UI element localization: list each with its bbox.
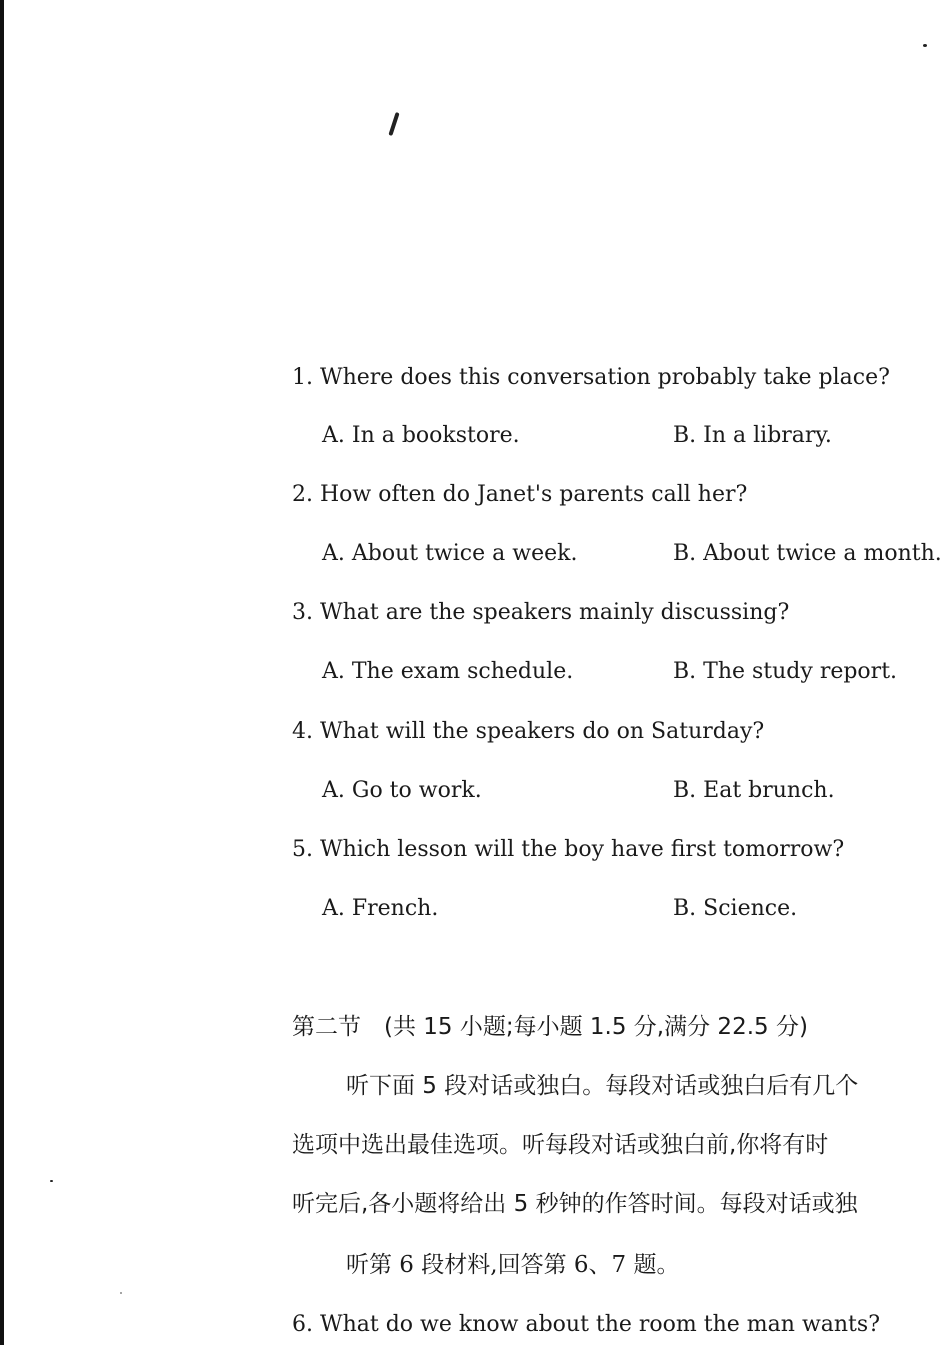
question-4-option-b: B. Eat brunch.: [673, 778, 835, 803]
question-2-prompt: 2. How often do Janet's parents call her?: [292, 482, 748, 507]
question-3-prompt: 3. What are the speakers mainly discussing?: [292, 600, 790, 625]
question-5-option-a: A. French.: [322, 896, 439, 921]
scan-speck-bottom-left: [120, 1292, 122, 1294]
question-4-option-a: A. Go to work.: [322, 778, 482, 803]
question-6-prompt: 6. What do we know about the room the man wants?: [292, 1312, 880, 1337]
material-6-note: 听第 6 段材料,回答第 6、7 题。: [346, 1252, 680, 1278]
section-two-instruction-line-1: 听下面 5 段对话或独白。每段对话或独白后有几个: [346, 1073, 859, 1099]
question-2-option-b: B. About twice a month.: [673, 541, 942, 566]
section-two-instruction-line-2: 选项中选出最佳选项。听每段对话或独白前,你将有时: [292, 1132, 829, 1158]
scan-speck-top-right: [923, 44, 927, 47]
scan-speck-left: [50, 1180, 53, 1182]
question-3-option-a: A. The exam schedule.: [322, 659, 574, 684]
question-5-option-b: B. Science.: [673, 896, 798, 921]
question-5-prompt: 5. Which lesson will the boy have first tomorrow?: [292, 837, 845, 862]
question-4-prompt: 4. What will the speakers do on Saturday?: [292, 719, 765, 744]
question-2-option-a: A. About twice a week.: [322, 541, 578, 566]
pen-stroke-mark: [388, 112, 399, 136]
section-two-instruction-line-3: 听完后,各小题将给出 5 秒钟的作答时间。每段对话或独: [292, 1191, 858, 1217]
question-1-prompt: 1. Where does this conversation probably take place?: [292, 365, 890, 390]
section-two-heading: 第二节 (共 15 小题;每小题 1.5 分,满分 22.5 分): [292, 1014, 808, 1040]
question-1-option-b: B. In a library.: [673, 423, 832, 448]
page-binding-edge: [0, 0, 4, 1345]
question-1-option-a: A. In a bookstore.: [322, 423, 520, 448]
question-3-option-b: B. The study report.: [673, 659, 898, 684]
